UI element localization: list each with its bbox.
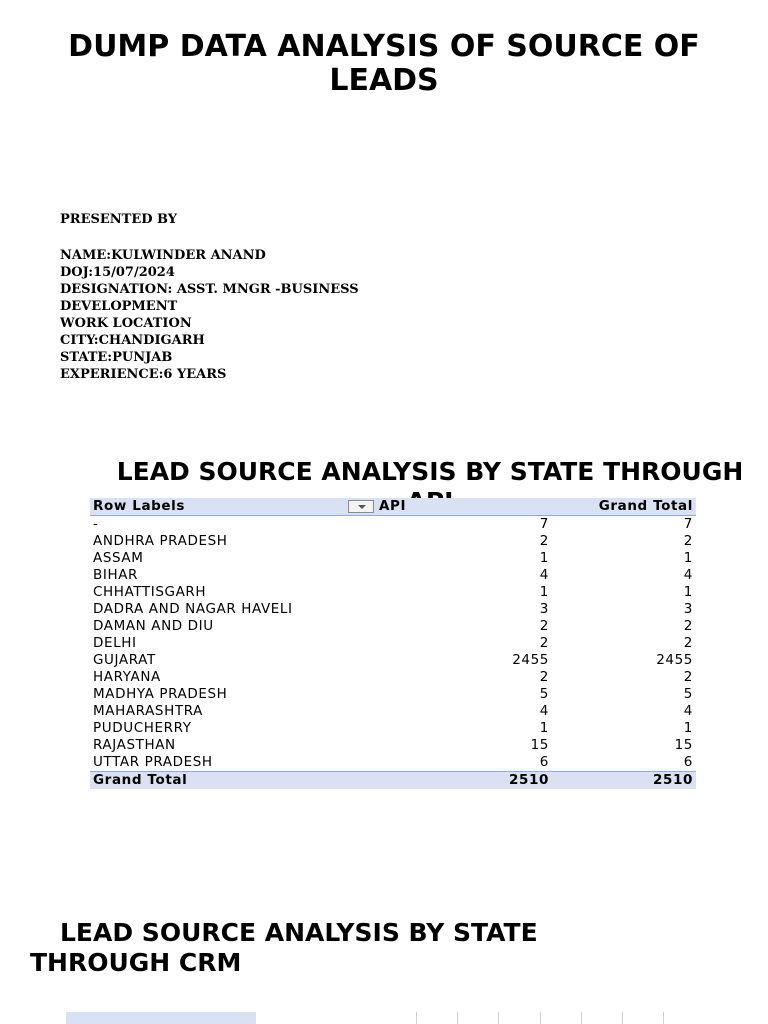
api-count: 2 <box>539 635 549 651</box>
presenter-doj: DOJ:15/07/2024 <box>60 265 175 280</box>
row-label: MADHYA PRADESH <box>93 686 228 702</box>
api-count: 2 <box>539 533 549 549</box>
table-row <box>90 669 696 686</box>
grand-total-count: 2 <box>683 635 693 651</box>
presented-by-heading: PRESENTED BY <box>60 212 178 227</box>
presenter-work-location: WORK LOCATION <box>60 316 192 331</box>
row-label: - <box>93 516 99 532</box>
table-row <box>90 550 696 567</box>
grand-total-count: 2455 <box>656 652 693 668</box>
api-count: 4 <box>539 567 549 583</box>
row-label: MAHARASHTRA <box>93 703 203 719</box>
row-label: BIHAR <box>93 567 139 583</box>
grand-total-count: 7 <box>683 516 693 532</box>
grand-total-count: 2 <box>683 618 693 634</box>
presenter-city: CITY:CHANDIGARH <box>60 333 205 348</box>
row-label: DAMAN AND DIU <box>93 618 214 634</box>
presenter-name: NAME:KULWINDER ANAND <box>60 248 266 263</box>
grid-line <box>622 1012 623 1024</box>
grid-line <box>663 1012 664 1024</box>
grid-line <box>457 1012 458 1024</box>
row-label: DADRA AND NAGAR HAVELI <box>93 601 293 617</box>
row-label: GUJARAT <box>93 652 156 668</box>
crm-section-title <box>30 918 670 978</box>
api-count: 1 <box>539 584 549 600</box>
grand-total-overall: 2510 <box>552 772 696 790</box>
grand-total-row <box>90 772 696 790</box>
crm-title-line1: LEAD SOURCE ANALYSIS BY STATE <box>60 918 538 947</box>
grand-total-label: Grand Total <box>90 772 376 790</box>
api-count: 2 <box>539 618 549 634</box>
table-row <box>90 516 696 534</box>
table-row <box>90 601 696 618</box>
filter-dropdown-icon[interactable] <box>348 500 374 513</box>
grand-total-count: 1 <box>683 584 693 600</box>
row-label: DELHI <box>93 635 137 651</box>
grid-line <box>581 1012 582 1024</box>
grand-total-count: 4 <box>683 703 693 719</box>
api-count: 7 <box>539 516 549 532</box>
table-row <box>90 720 696 737</box>
grid-line <box>540 1012 541 1024</box>
spacer <box>60 228 360 247</box>
api-count: 6 <box>539 754 549 770</box>
grand-total-count: 1 <box>683 550 693 566</box>
api-count: 1 <box>539 550 549 566</box>
api-count: 4 <box>539 703 549 719</box>
row-label: RAJASTHAN <box>93 737 176 753</box>
grid-line <box>498 1012 499 1024</box>
row-label: PUDUCHERRY <box>93 720 192 736</box>
grand-total-count: 2 <box>683 669 693 685</box>
table-row <box>90 737 696 754</box>
grand-total-column-header: Grand Total <box>552 498 696 516</box>
table-row <box>90 584 696 601</box>
presenter-state: STATE:PUNJAB <box>60 350 173 365</box>
api-count: 5 <box>539 686 549 702</box>
grand-total-count: 6 <box>683 754 693 770</box>
grand-total-count: 4 <box>683 567 693 583</box>
row-label: CHHATTISGARH <box>93 584 207 600</box>
grand-total-api: 2510 <box>376 772 552 790</box>
api-count: 15 <box>530 737 549 753</box>
table-row <box>90 754 696 772</box>
api-pivot-table <box>90 498 696 789</box>
presenter-designation: DESIGNATION: ASST. MNGR -BUSINESS DEVELOPMENT <box>60 282 359 314</box>
row-label: HARYANA <box>93 669 161 685</box>
row-label: ASSAM <box>93 550 144 566</box>
table-row <box>90 652 696 669</box>
table-row <box>90 533 696 550</box>
row-labels-header <box>90 498 376 516</box>
grand-total-count: 3 <box>683 601 693 617</box>
grand-total-count: 2 <box>683 533 693 549</box>
pivot-body <box>90 516 696 772</box>
grid-line <box>416 1012 417 1024</box>
api-section-title: LEAD SOURCE ANALYSIS BY STATE THROUGH <box>116 457 744 486</box>
crm-table-header-stub <box>66 1012 256 1024</box>
presenter-info <box>60 211 360 383</box>
row-label: UTTAR PRADESH <box>93 754 213 770</box>
table-row <box>90 567 696 584</box>
grand-total-count: 5 <box>683 686 693 702</box>
api-count: 2455 <box>512 652 549 668</box>
api-count: 3 <box>539 601 549 617</box>
table-row <box>90 686 696 703</box>
grand-total-count: 15 <box>674 737 693 753</box>
grand-total-count: 1 <box>683 720 693 736</box>
table-row <box>90 703 696 720</box>
row-labels-header-text: Row Labels <box>93 498 186 514</box>
row-label: ANDHRA PRADESH <box>93 533 228 549</box>
table-row <box>90 618 696 635</box>
api-column-header: API <box>376 498 552 516</box>
crm-title-line2: THROUGH CRM <box>30 948 242 977</box>
page-title: DUMP DATA ANALYSIS OF SOURCE OF LEADS <box>68 29 700 98</box>
presenter-experience: EXPERIENCE:6 YEARS <box>60 367 227 382</box>
api-count: 1 <box>539 720 549 736</box>
api-count: 2 <box>539 669 549 685</box>
pivot-header-row <box>90 498 696 516</box>
table-row <box>90 635 696 652</box>
